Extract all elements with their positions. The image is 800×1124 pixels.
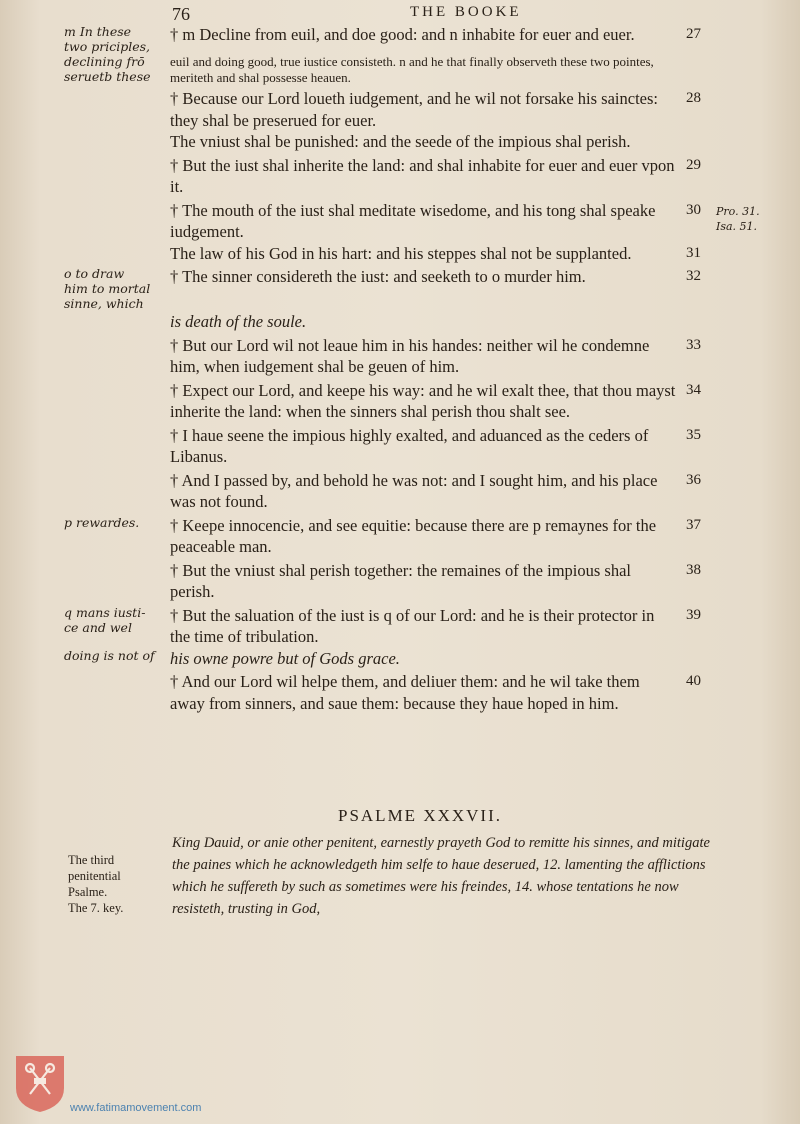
verse-text: † But the saluation of the iust is q of our Lord: and he is their protector in the time of tribulation. [170,605,655,646]
verse-row [0,380,800,423]
verse-number: 40 [686,673,701,689]
cross-reference [716,648,800,652]
psalm-side-note: The third penitential Psalme. The 7. key. [68,853,124,915]
verse-row [0,605,800,648]
left-margin-note: declining frō seruetb these [64,54,151,84]
cross-reference [716,311,800,315]
verse-number: 36 [686,471,701,488]
cross-reference: Pro. 31. Isa. 51. [716,204,760,233]
verse-row [0,243,800,265]
verse-row [0,131,800,153]
left-margin-note: o to draw him to mortal sinne, which [64,266,151,311]
verse-number: 27 [686,26,701,42]
verse-number: 32 [686,268,701,284]
cross-reference [716,425,800,429]
verse-text: † And our Lord wil helpe them, and deliuer them: and he wil take them away from sinners, and saue them: because they haue hoped in him. [170,672,640,713]
verse-list [0,24,800,714]
verse-number: 29 [686,156,701,173]
verse-text: his owne powre but of Gods grace. [170,648,400,668]
cross-reference [716,24,800,28]
verse-row [0,335,800,378]
verse-text: The vniust shal be punished: and the seede of the impious shal perish. [170,132,631,151]
verse-text: † Because our Lord loueth iudgement, and he wil not forsake his sainctes: they shal be preserued for euer. [170,89,658,130]
verse-row [0,515,800,558]
verse-number: 38 [686,561,701,578]
left-margin-note: p rewardes. [64,514,140,530]
left-margin-note: doing is not of [64,647,155,663]
verse-text: † But the vniust shal perish together: the remaines of the impious shal perish. [170,560,632,601]
verse-number: 35 [686,426,701,443]
cross-reference [716,470,800,474]
verse-text: is death of the soule. [170,312,307,331]
cross-reference [716,335,800,339]
verse-number: 28 [686,90,701,106]
page-number: 76 [172,4,190,24]
verse-number: 33 [686,336,701,353]
psalm-argument: King Dauid, or anie other penitent, earnestly prayeth God to remitte his sinnes, and mitigate the paines which he acknowledgeth him selfe to haue deserued, 12. lamenting the afflictions which he suffereth by such as sometimes were his freindes, 14. whose tentations he now resisteth, trusting in God, [172,835,710,917]
verse-row [0,425,800,468]
shield-logo-icon [14,1054,66,1114]
verse-number: 39 [686,606,701,623]
verse-row [0,648,800,670]
verse-row [0,671,800,714]
verse-row [0,200,800,243]
left-margin-note: q mans iusti- ce and wel [64,604,146,635]
cross-reference [716,88,800,92]
verse-row [0,155,800,198]
verse-text: The law of his God in his hart: and his steppes shal not be supplanted. [170,243,632,263]
verse-text: † And I passed by, and behold he was not: and I sought him, and his place was not found. [170,470,658,511]
verse-text: † I haue seene the impious highly exalted, and aduanced as the ceders of Libanus. [170,425,649,466]
cross-reference [716,380,800,384]
verse-row [0,54,800,86]
verse-text: † The mouth of the iust shal meditate wisedome, and his tong shal speake iudgement. [170,200,656,241]
verse-number: 30 [686,201,701,218]
verse-number: 37 [686,516,701,533]
verse-row [0,470,800,513]
cross-reference [716,54,800,58]
verse-text: † m Decline from euil, and doe good: and n inhabite for euer and euer. [170,25,635,44]
verse-text: † Keepe innocencie, and see equitie: because there are p remaynes for the peaceable man. [170,515,657,556]
psalm-title: PSALME XXXVII. [338,806,502,825]
cross-reference [716,266,800,270]
verse-row [0,311,800,333]
cross-reference [716,131,800,135]
cross-reference [716,605,800,609]
cross-reference [716,155,800,159]
verse-row [0,266,800,311]
cross-reference [716,560,800,564]
verse-text: † But our Lord wil not leaue him in his handes: neither wil he condemne him, when iudgement shal be geuen of him. [170,335,650,376]
cross-reference [716,671,800,675]
verse-number: 34 [686,381,701,398]
cross-reference [716,515,800,519]
verse-text: † Expect our Lord, and keepe his way: and he wil exalt thee, that thou mayst inherite the land: when the sinners shal perish thou shalt see. [170,380,676,421]
running-header [0,4,800,24]
verse-text: † But the iust shal inherite the land: and shal inhabite for euer and euer vpon it. [170,155,675,196]
verse-number: 31 [686,244,701,261]
verse-text: † The sinner considereth the iust: and seeketh to o murder him. [170,267,586,286]
verse-row [0,24,800,54]
verse-row [0,88,800,131]
cross-reference [716,243,800,247]
footer-link[interactable]: www.fatimamovement.com [70,1102,202,1114]
left-margin-note: m In these two priciples, [64,24,150,54]
book-title: THE BOOKE [410,4,522,20]
verse-row [0,560,800,603]
verse-text: euil and doing good, true iustice consisteth. n and he that finally observeth these two pointes, meriteth and shal possesse heauen. [170,54,654,85]
